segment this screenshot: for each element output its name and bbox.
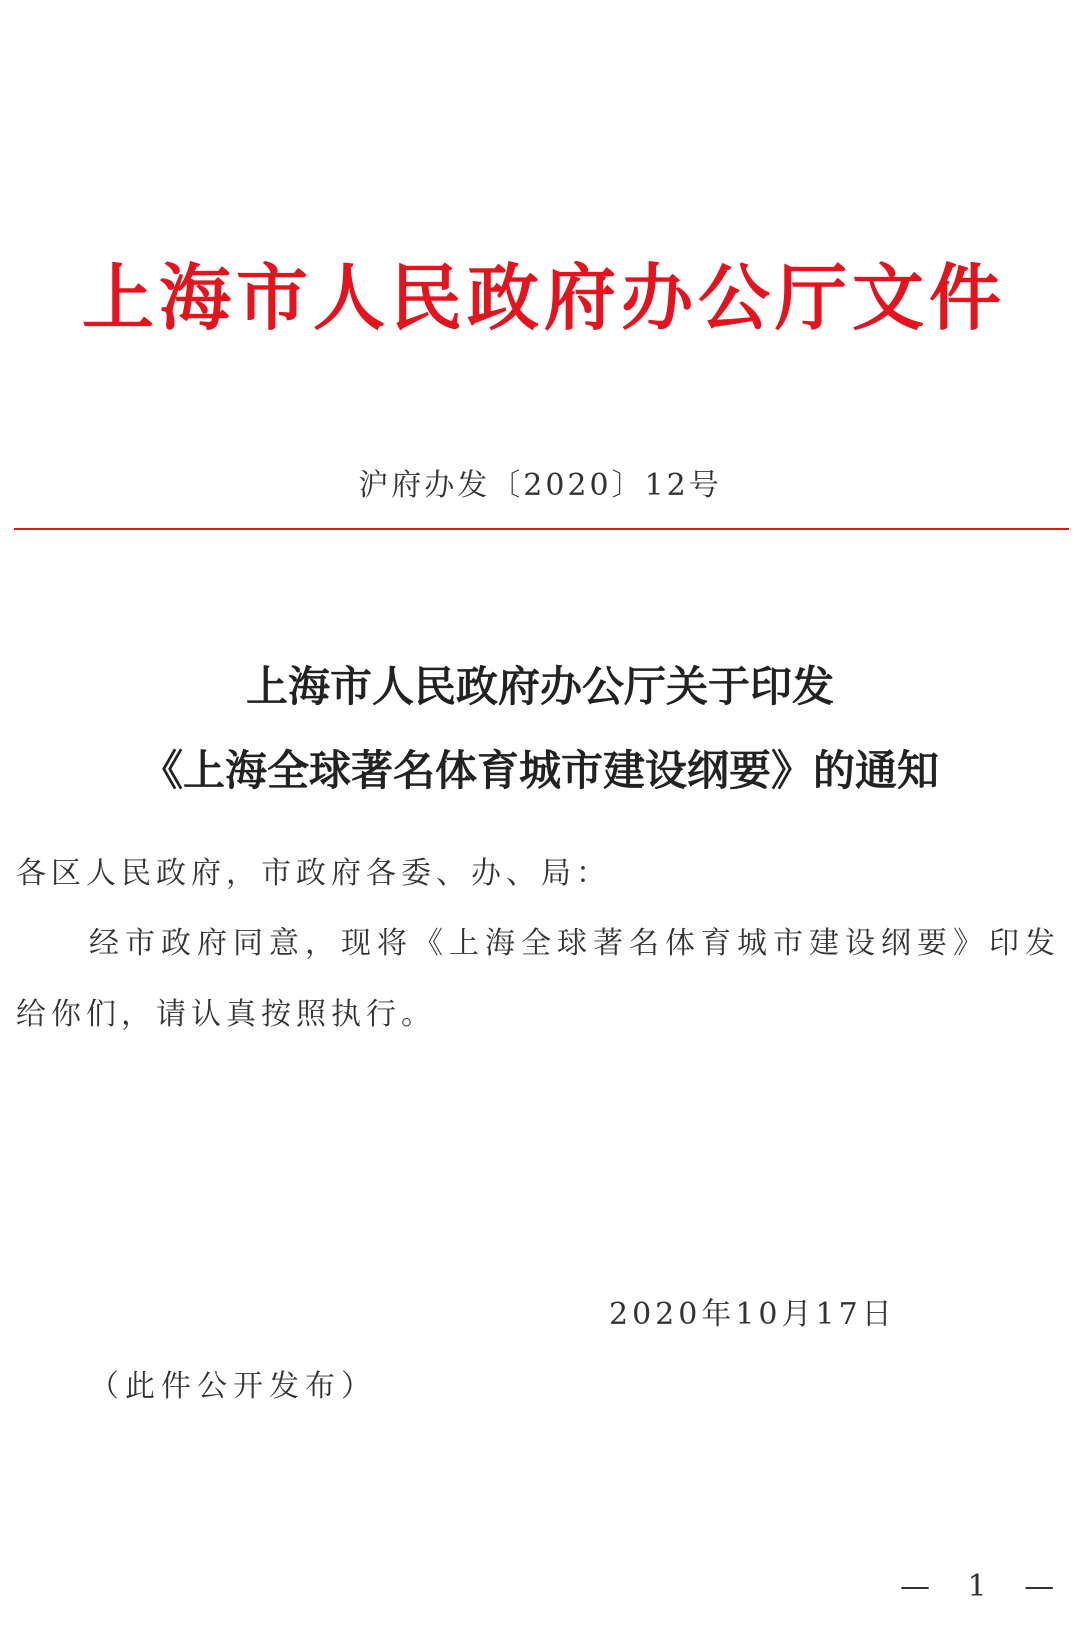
- document-number: 沪府办发〔2020〕12号: [358, 468, 722, 503]
- notice-title-line-1: 上海市人民政府办公厅关于印发: [245, 662, 834, 711]
- body-text-line-2: 给你们，请认真按照执行。: [16, 997, 436, 1032]
- notice-title-line-2: 《上海全球著名体育城市建设纲要》的通知: [140, 746, 939, 795]
- issue-date: 2020年10月17日: [609, 1297, 896, 1332]
- disclosure-note: （此件公开发布）: [89, 1369, 377, 1404]
- salutation: 各区人民政府，市政府各委、办、局：: [16, 856, 611, 891]
- red-divider: [14, 528, 1069, 530]
- page-number: — 1 —: [900, 1569, 1069, 1604]
- issuer-title: 上海市人民政府办公厅文件: [82, 255, 1007, 340]
- body-text-line-1: 经市政府同意，现将《上海全球著名体育城市建设纲要》印发: [89, 926, 1061, 961]
